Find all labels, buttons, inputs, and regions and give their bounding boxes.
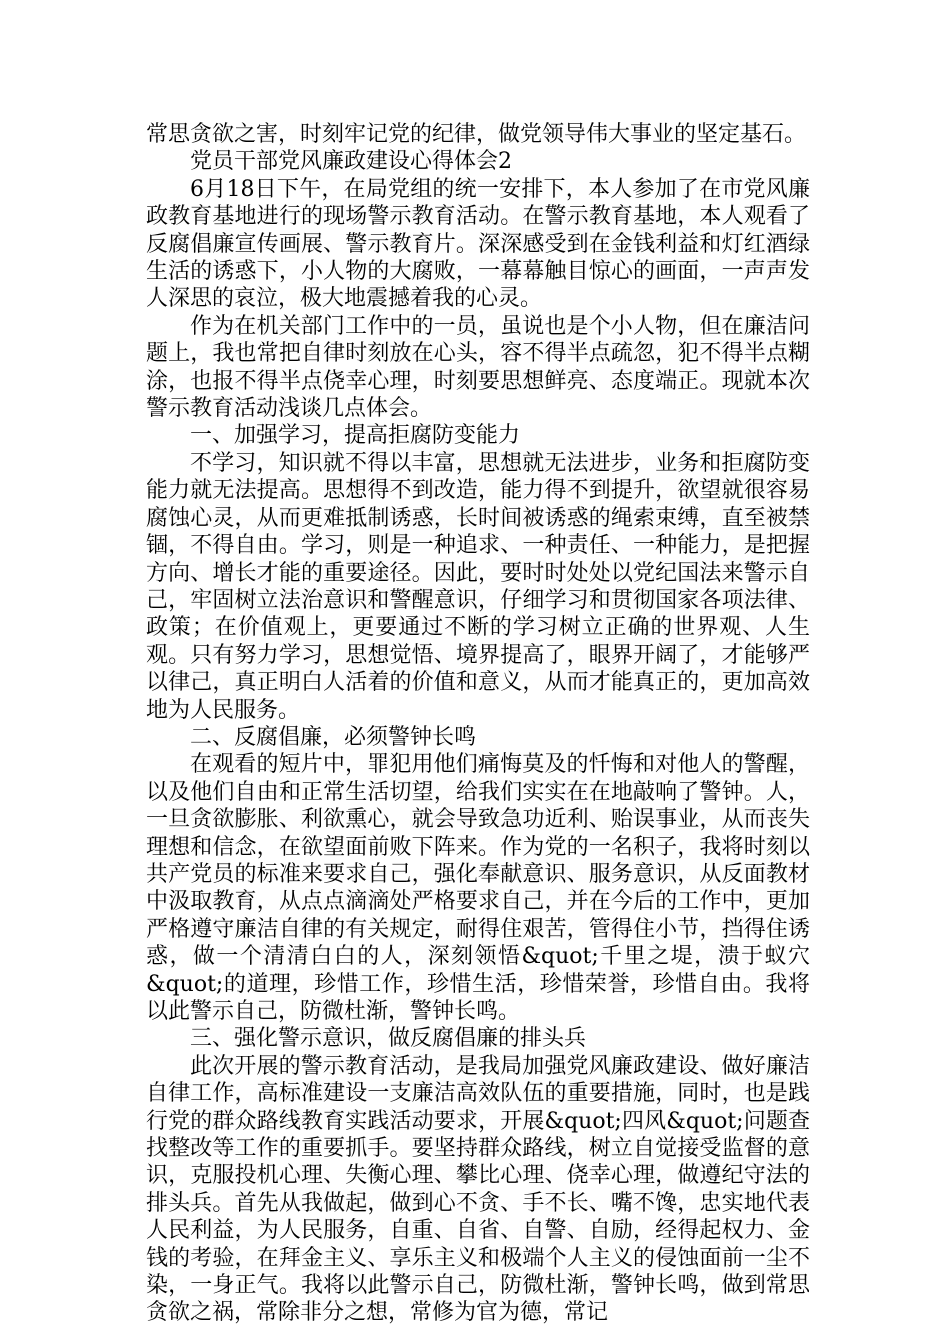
section-title: 党员干部党风廉政建设心得体会2 xyxy=(190,149,512,175)
paragraph-warning: 在观看的短片中，罪犯用他们痛悔莫及的忏悔和对他人的警醒，以及他们自由和正常生活切望，给我们实实在在地敲响了警钟。人，一旦贪欲膨胀、利欲熏心，就会导致急功近利、贻误事业，从而丧失理想和信念，在欲望面前败下阵来。作为党的一名积子，我将时刻以共产党员的标准来要求自己，强化奉献意识、服务意识，从反面教材中汲取教育，从点点滴滴处严格要求自己，并在今后的工作中，更加严格遵守廉洁自律的有关规定，耐得住艰苦，管得住小节，挡得住诱惑，做一个清清白白的人，深刻领悟&quot;千里之堤，溃于蚁穴&quot;的道理，珍惜工作，珍惜生活，珍惜荣誉，珍惜自由。我将以此警示自己，防微杜渐，警钟长鸣。 xyxy=(146,752,810,1024)
paragraph-study: 不学习，知识就不得以丰富，思想就无法进步，业务和拒腐防变能力就无法提高。思想得不到改造，能力得不到提升，欲望就很容易腐蚀心灵，从而更难抵制诱惑，长时间被诱惑的绳索束缚，直至被禁锢，不得自由。学习，则是一种追求、一种责任、一种能力，是把握方向、增长才能的重要途径。因此，要时时处处以党纪国法来警示自己，牢固树立法治意识和警醒意识，仔细学习和贯彻国家各项法律、政策；在价值观上，更要通过不断的学习树立正确的世界观、人生观。只有努力学习，思想觉悟、境界提高了，眼界开阔了，才能够严以律己，真正明白人活着的价值和意义，从而才能真正的，更加高效地为人民服务。 xyxy=(146,450,810,723)
paragraph-reflection: 作为在机关部门工作中的一员，虽说也是个小人物，但在廉洁问题上，我也常把自律时刻放在心头，容不得半点疏忽，犯不得半点糊涂，也报不得半点侥幸心理，时刻要思想鲜亮、态度端正。现就本次警示教育活动浅谈几点体会。 xyxy=(146,313,810,422)
paragraph-intro: 6月18日下午，在局党组的统一安排下，本人参加了在市党风廉政教育基地进行的现场警示教育活动。在警示教育基地，本人观看了反腐倡廉宣传画展、警示教育片。深深感受到在金钱利益和灯红酒绿生活的诱惑下，小人物的大腐败，一幕幕触目惊心的画面，一声声发人深思的哀泣，极大地震撼着我的心灵。 xyxy=(146,176,810,312)
paragraph-continuation: 常思贪欲之害，时刻牢记党的纪律，做党领导伟大事业的坚定基石。 xyxy=(146,122,807,147)
paragraph-vanguard: 此次开展的警示教育活动，是我局加强党风廉政建设、做好廉洁自律工作，高标准建设一支廉洁高效队伍的重要措施，同时，也是践行党的群众路线教育实践活动要求，开展&quot;四风&quot;问题查找整改等工作的重要抓手。要坚持群众路线，树立自觉接受监督的意识，克服投机心理、失衡心理、攀比心理、侥幸心理，做遵纪守法的排头兵。首先从我做起，做到心不贪、手不长、嘴不馋，忠实地代表人民利益，为人民服务，自重、自省、自警、自励，经得起权力、金钱的考验，在拜金主义、享乐主义和极端个人主义的侵蚀面前一尘不染，一身正气。我将以此警示自己，防微杜渐，警钟长鸣，做到常思贪欲之祸，常除非分之想，常修为官为德，常记 xyxy=(146,1053,810,1326)
heading-two: 二、反腐倡廉，必须警钟长鸣 xyxy=(190,724,477,750)
heading-three: 三、强化警示意识，做反腐倡廉的排头兵 xyxy=(190,1026,587,1052)
document-body xyxy=(146,121,810,1327)
heading-one: 一、加强学习，提高拒腐防变能力 xyxy=(190,423,521,449)
